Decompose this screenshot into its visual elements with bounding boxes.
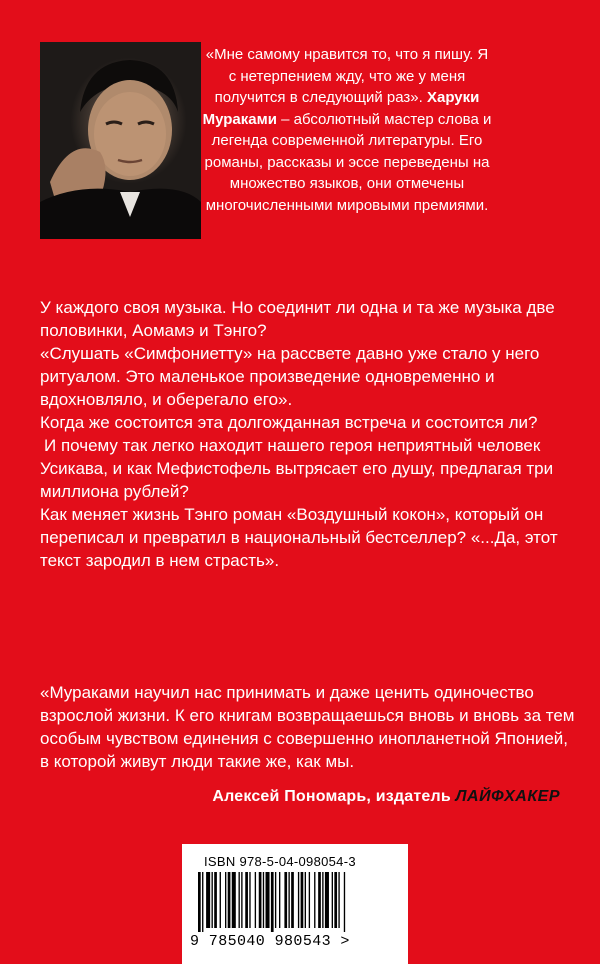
barcode-bar	[225, 872, 226, 928]
annotation-paragraph: Когда же состоится эта долгожданная встреча и состоится ли?	[40, 413, 538, 432]
barcode-bar	[284, 872, 287, 928]
barcode-bar	[332, 872, 333, 928]
review-signature	[212, 788, 560, 806]
barcode-bar	[259, 872, 262, 928]
barcode-bars	[198, 872, 392, 932]
barcode-bar	[279, 872, 280, 928]
barcode-bar	[232, 872, 236, 928]
barcode-bar	[334, 872, 337, 928]
book-annotation	[40, 296, 580, 572]
barcode-bar	[288, 872, 289, 928]
annotation-paragraph: Как меняет жизнь Тэнго роман «Воздушный кокон», который он переписал и превратил в национальный бестселлер? «...Да, этот текст зародил в нем страсть».	[40, 505, 558, 570]
brand-logo: ЛАЙФХАКЕР	[455, 788, 560, 805]
barcode-bar	[301, 872, 304, 928]
author-quote: «Мне самому нравится то, что я пишу. Я с нетерпением жду, что же у меня получится в следующий раз».	[205, 46, 489, 106]
annotation-paragraph: И почему так легко находит нашего героя неприятный человек Усикава, и как Мефистофель вытрясает его душу, предлагая три миллиона рублей?	[40, 436, 554, 501]
barcode-digits: 9 785040 980543 >	[190, 933, 350, 950]
barcode-bar	[275, 872, 276, 928]
barcode-bar	[314, 872, 315, 928]
barcode-bar	[344, 872, 345, 932]
barcode-bar	[291, 872, 294, 928]
barcode-bar	[255, 872, 256, 928]
annotation-paragraph: У каждого своя музыка. Но соединит ли одна и та же музыка две половинки, Аомамэ и Тэнго?	[40, 298, 555, 340]
barcode-bar	[338, 872, 339, 928]
barcode-bar	[241, 872, 242, 928]
barcode-box	[182, 844, 408, 964]
barcode-bar	[266, 872, 270, 928]
barcode-bar	[212, 872, 213, 928]
author-photo	[40, 42, 201, 239]
barcode-bar	[318, 872, 321, 928]
author-block	[201, 44, 493, 216]
barcode-bar	[322, 872, 323, 928]
review-quote: «Мураками научил нас принимать и даже ценить одиночество взрослой жизни. К его книгам возвращаешься вновь и вновь за тем особым чувством единения с совершенно инопланетной Японией, в которой живут люди такие же, как мы.	[40, 683, 575, 771]
barcode-bar	[198, 872, 201, 932]
barcode-bar	[309, 872, 310, 928]
barcode-bar	[245, 872, 248, 928]
author-portrait-graphic	[40, 42, 201, 239]
barcode-bar	[263, 872, 264, 928]
barcode-bar	[325, 872, 329, 928]
barcode-bar	[305, 872, 306, 928]
barcode-bar	[206, 872, 210, 928]
reviewer-name: Алексей Пономарь, издатель	[212, 788, 456, 805]
barcode-bar	[271, 872, 274, 932]
barcode-bar	[298, 872, 299, 928]
barcode-bar	[239, 872, 240, 928]
author-bio: – абсолютный мастер слова и легенда современной литературы. Его романы, рассказы и эссе переведены на множество языков, они отмечены многочисленными мировыми премиями.	[204, 110, 492, 214]
author-name: Харуки Мураками	[202, 89, 480, 128]
annotation-paragraph: «Слушать «Симфониетту» на рассвете давно уже стало у него ритуалом. Это маленькое произведение одновременно и вдохновляло, и оберегало его».	[40, 344, 540, 409]
barcode-bar	[202, 872, 203, 932]
barcode-bar	[228, 872, 231, 928]
barcode-bar	[249, 872, 250, 928]
barcode-bar	[214, 872, 217, 928]
barcode-bar	[220, 872, 221, 928]
isbn-label: ISBN 978-5-04-098054-3	[204, 854, 356, 869]
